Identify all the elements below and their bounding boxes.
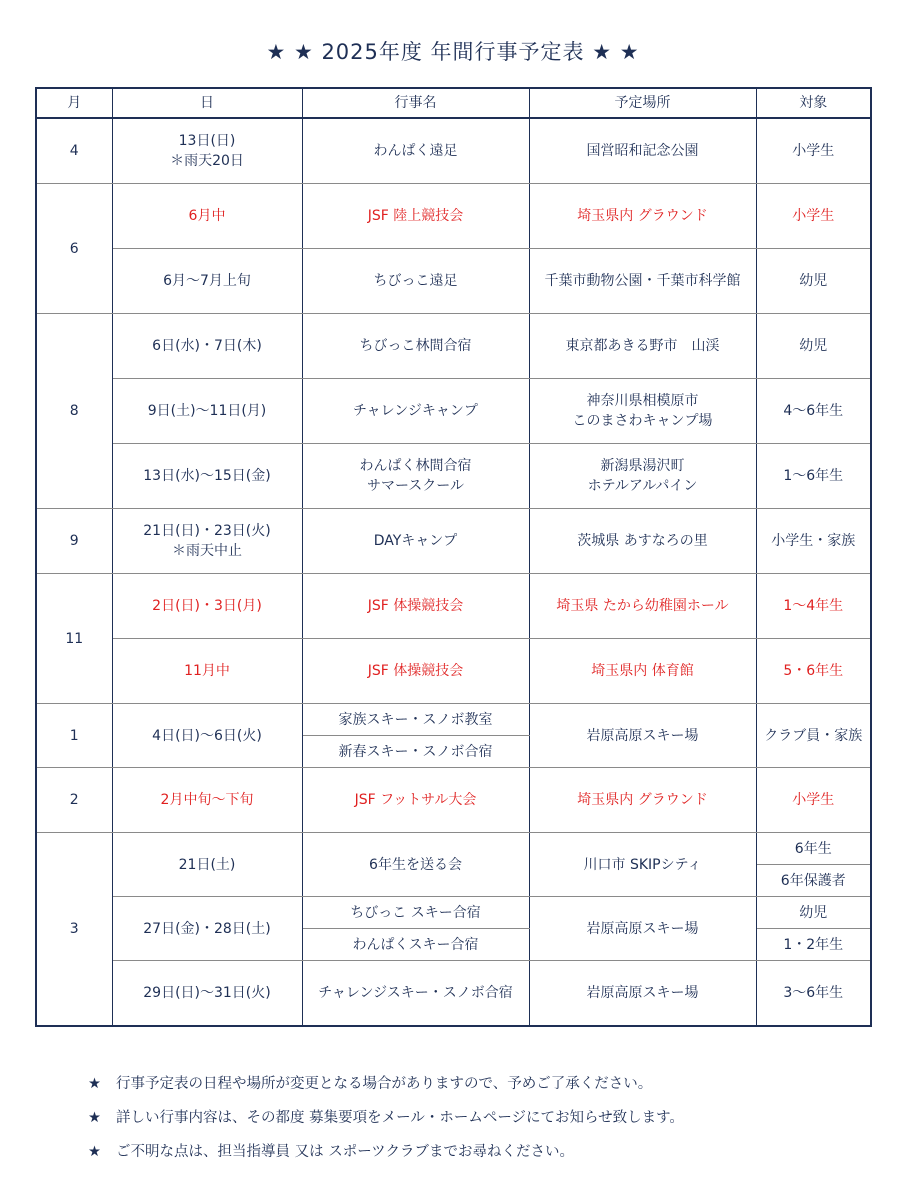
event-cell: チャレンジスキー・スノボ合宿: [302, 961, 529, 1027]
month-cell: 8: [36, 314, 112, 509]
place-cell: 千葉市動物公園・千葉市科学館: [529, 249, 756, 314]
month-cell: 11: [36, 574, 112, 704]
day-cell: 27日(金)・28日(土): [112, 897, 302, 961]
event-cell: 新春スキー・スノボ合宿: [302, 736, 529, 768]
table-row: [36, 249, 871, 314]
note-text: ご不明な点は、担当指導員 又は スポーツクラブまでお尋ねください。: [116, 1144, 574, 1160]
table-row: [36, 704, 871, 736]
target-cell: 3～6年生: [756, 961, 871, 1027]
table-row: [36, 184, 871, 249]
event-cell: ちびっこ林間合宿: [302, 314, 529, 379]
month-cell: 3: [36, 833, 112, 1027]
day-cell: 6月中: [112, 184, 302, 249]
event-cell: JSF 体操競技会: [302, 639, 529, 704]
table-row: [36, 444, 871, 509]
month-cell: 6: [36, 184, 112, 314]
target-cell: 1～4年生: [756, 574, 871, 639]
event-cell: わんぱく遠足: [302, 118, 529, 184]
month-cell: 4: [36, 118, 112, 184]
table-row: [36, 768, 871, 833]
target-cell: クラブ員・家族: [756, 704, 871, 768]
header-day: 日: [112, 88, 302, 118]
event-cell: JSF 陸上競技会: [302, 184, 529, 249]
target-cell: 小学生: [756, 118, 871, 184]
place-cell: 国営昭和記念公園: [529, 118, 756, 184]
note-item: [88, 1073, 868, 1107]
day-cell: 9日(土)～11日(月): [112, 379, 302, 444]
month-cell: 9: [36, 509, 112, 574]
day-cell: 6日(水)・7日(木): [112, 314, 302, 379]
day-cell: 4日(日)～6日(火): [112, 704, 302, 768]
target-cell: 小学生: [756, 184, 871, 249]
note-text: 行事予定表の日程や場所が変更となる場合がありますので、予めご了承ください。: [116, 1076, 653, 1092]
table-row: [36, 509, 871, 574]
place-cell: 埼玉県内 グラウンド: [529, 184, 756, 249]
star-icon: ★: [88, 1110, 101, 1126]
schedule-table: [35, 87, 872, 1027]
target-cell: 1～6年生: [756, 444, 871, 509]
event-cell: DAYキャンプ: [302, 509, 529, 574]
month-cell: 2: [36, 768, 112, 833]
event-cell: 家族スキー・スノボ教室: [302, 704, 529, 736]
place-cell: 埼玉県内 グラウンド: [529, 768, 756, 833]
star-icon: ★: [88, 1076, 101, 1092]
day-cell: 13日(日) ＊雨天20日: [112, 118, 302, 184]
event-cell: ちびっこ遠足: [302, 249, 529, 314]
header-place: 予定場所: [529, 88, 756, 118]
place-cell: 埼玉県 たから幼稚園ホール: [529, 574, 756, 639]
day-cell: 2月中旬～下旬: [112, 768, 302, 833]
table-row: [36, 314, 871, 379]
day-cell: 11月中: [112, 639, 302, 704]
place-cell: 東京都あきる野市 山渓: [529, 314, 756, 379]
note-text: 詳しい行事内容は、その都度 募集要項をメール・ホームページにてお知らせ致します。: [116, 1110, 684, 1126]
page-title: ★ ★ 2025年度 年間行事予定表 ★ ★: [266, 40, 640, 64]
table-row: [36, 961, 871, 1027]
place-cell: 神奈川県相模原市 このまさわキャンプ場: [529, 379, 756, 444]
target-cell: 幼児: [756, 314, 871, 379]
place-cell: 埼玉県内 体育館: [529, 639, 756, 704]
event-cell: JSF フットサル大会: [302, 768, 529, 833]
header-target: 対象: [756, 88, 871, 118]
header-row: [36, 88, 871, 118]
note-item: [88, 1141, 868, 1175]
note-item: [88, 1107, 868, 1141]
place-cell: 川口市 SKIPシティ: [529, 833, 756, 897]
table-row: [36, 379, 871, 444]
place-cell: 茨城県 あすなろの里: [529, 509, 756, 574]
table-row: [36, 574, 871, 639]
star-icon: ★: [88, 1144, 101, 1160]
event-cell: 6年生を送る会: [302, 833, 529, 897]
target-cell: 幼児: [756, 249, 871, 314]
table-row: [36, 639, 871, 704]
day-cell: 6月～7月上旬: [112, 249, 302, 314]
day-cell: 2日(日)・3日(月): [112, 574, 302, 639]
month-cell: 1: [36, 704, 112, 768]
place-cell: 岩原高原スキー場: [529, 961, 756, 1027]
table-row: [36, 833, 871, 865]
header-event: 行事名: [302, 88, 529, 118]
target-cell: 小学生・家族: [756, 509, 871, 574]
header-month: 月: [36, 88, 112, 118]
table-row: [36, 118, 871, 184]
day-cell: 21日(日)・23日(火) ＊雨天中止: [112, 509, 302, 574]
event-cell: わんぱく林間合宿 サマースクール: [302, 444, 529, 509]
target-cell: 小学生: [756, 768, 871, 833]
place-cell: 新潟県湯沢町 ホテルアルパイン: [529, 444, 756, 509]
event-cell: わんぱくスキー合宿: [302, 929, 529, 961]
event-cell: チャレンジキャンプ: [302, 379, 529, 444]
target-cell: 5・6年生: [756, 639, 871, 704]
event-cell: JSF 体操競技会: [302, 574, 529, 639]
day-cell: 29日(日)～31日(火): [112, 961, 302, 1027]
target-cell: 4～6年生: [756, 379, 871, 444]
target-cell: 6年生: [756, 833, 871, 865]
target-cell: 6年保護者: [756, 865, 871, 897]
place-cell: 岩原高原スキー場: [529, 704, 756, 768]
target-cell: 1・2年生: [756, 929, 871, 961]
event-cell: ちびっこ スキー合宿: [302, 897, 529, 929]
table-row: [36, 897, 871, 929]
target-cell: 幼児: [756, 897, 871, 929]
notes-list: [88, 1073, 868, 1175]
day-cell: 21日(土): [112, 833, 302, 897]
place-cell: 岩原高原スキー場: [529, 897, 756, 961]
day-cell: 13日(水)～15日(金): [112, 444, 302, 509]
